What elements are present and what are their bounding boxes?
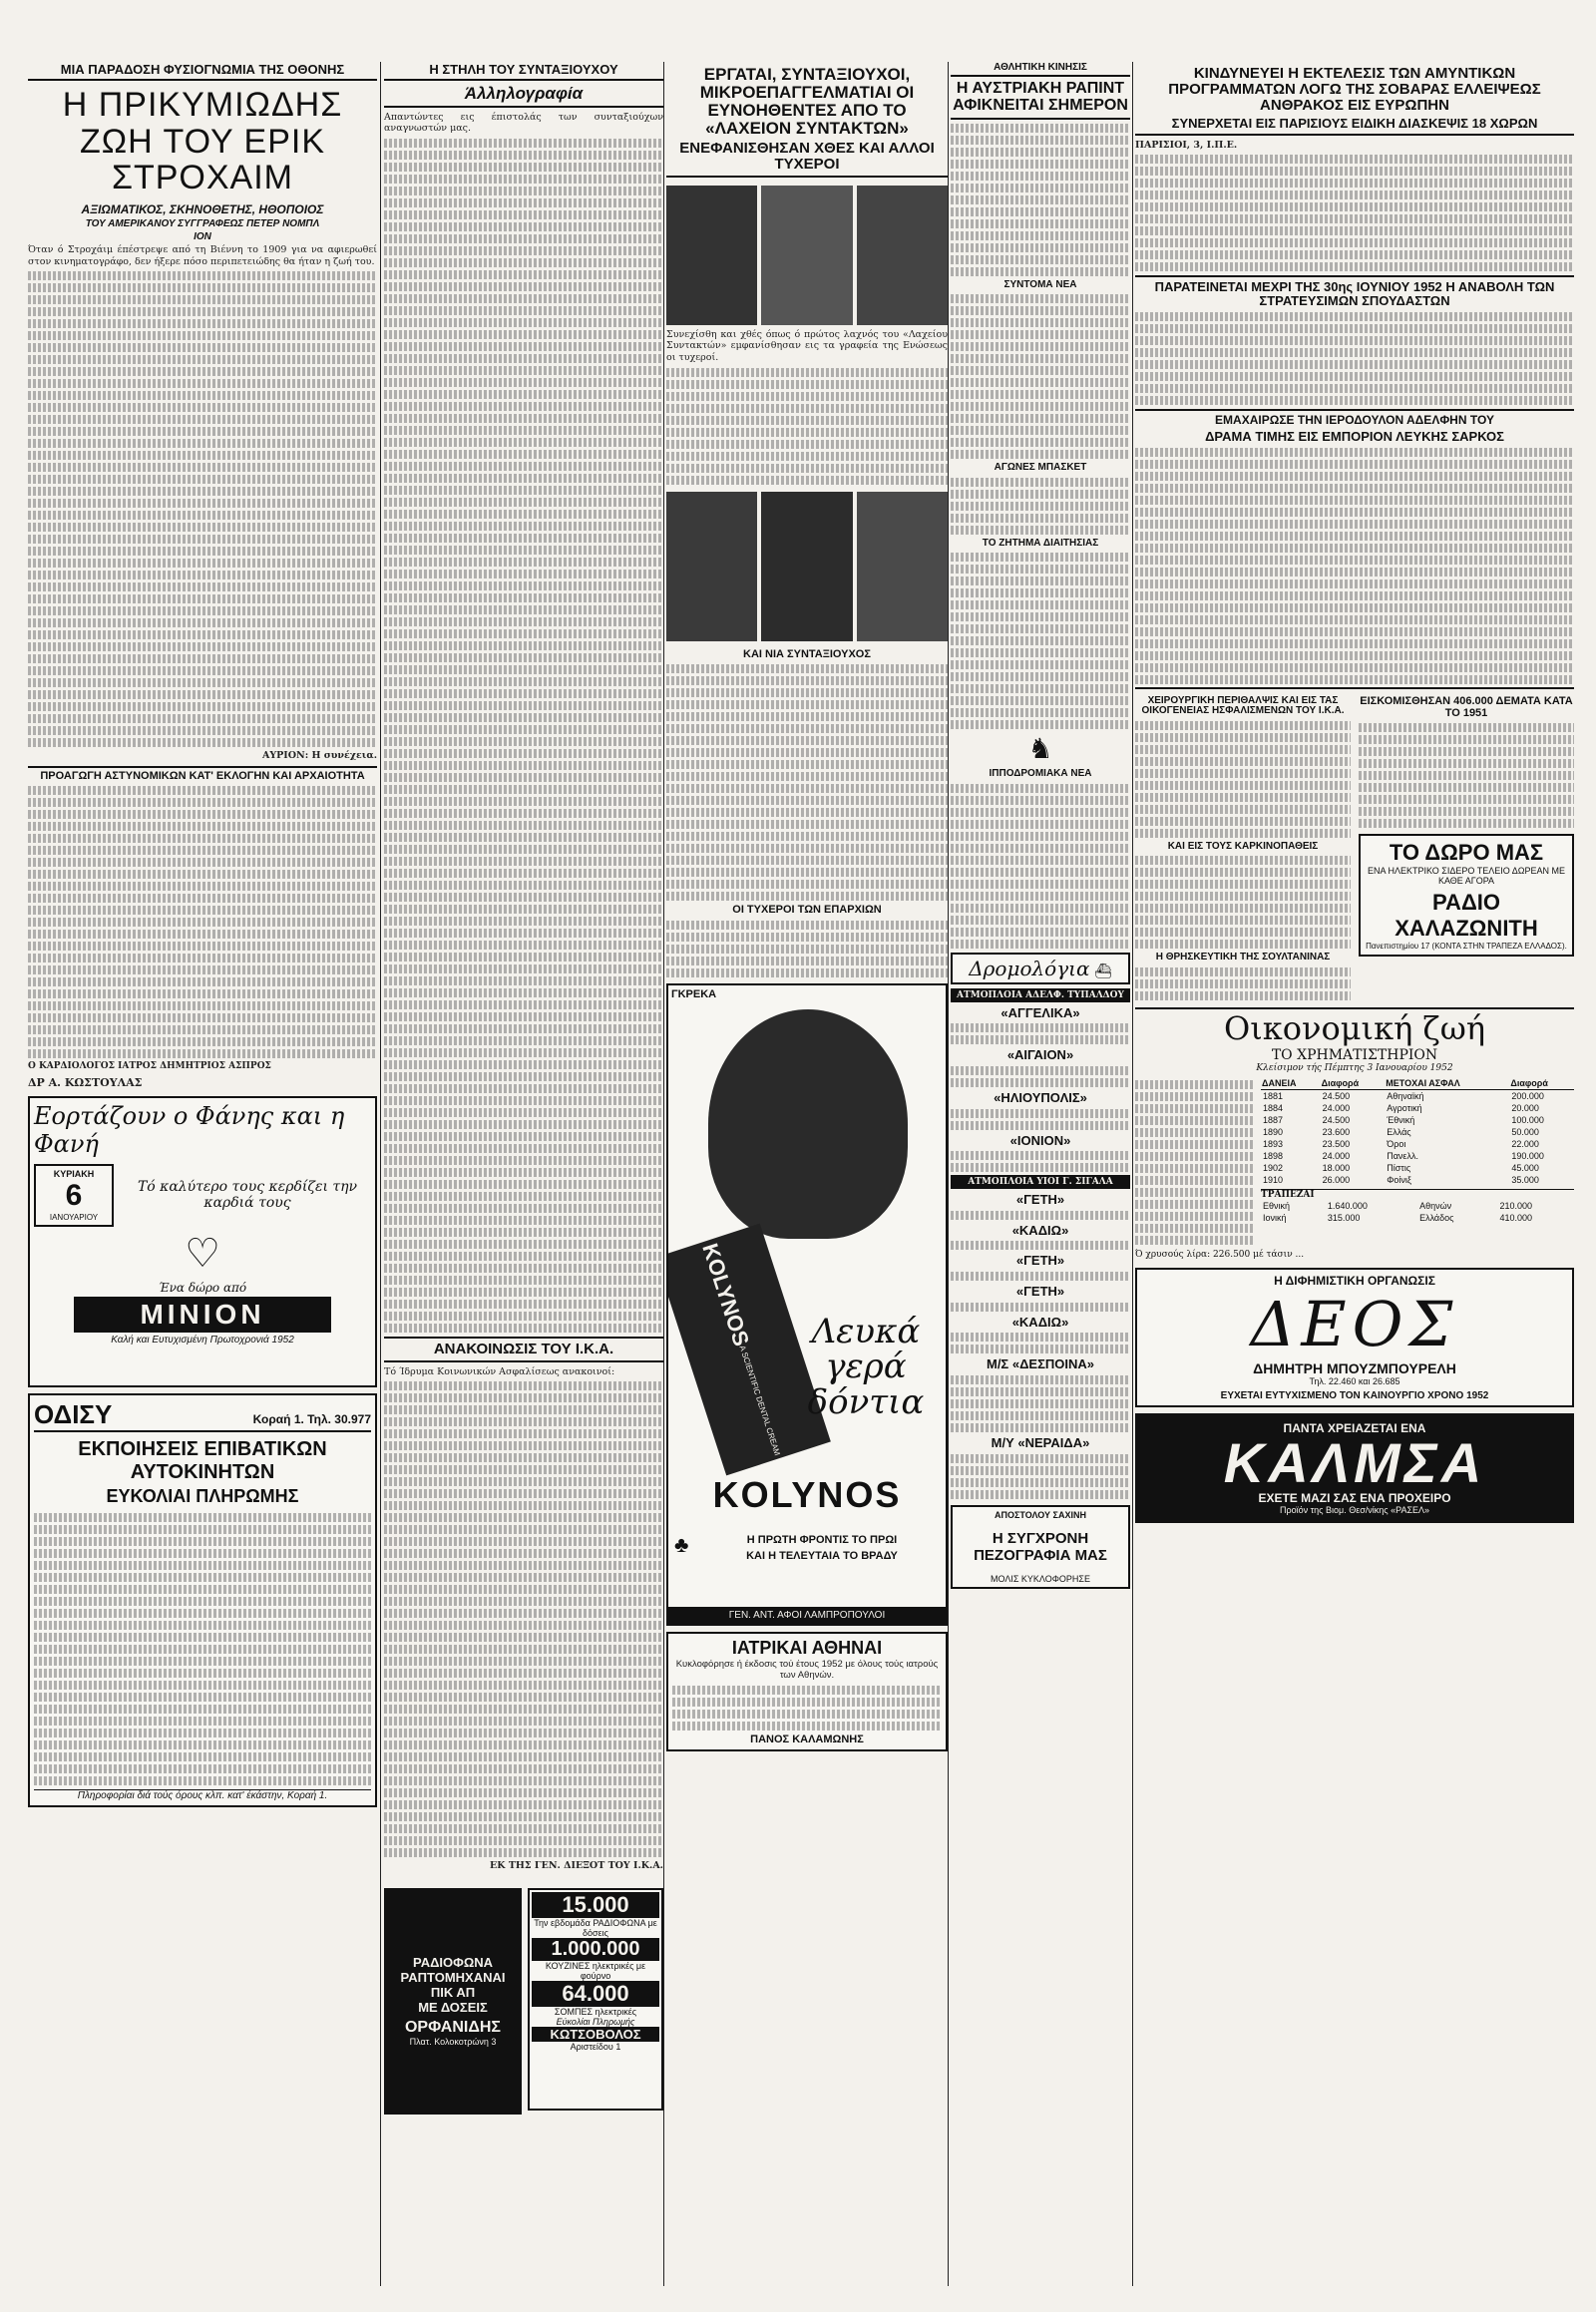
kolynos-ad	[666, 983, 948, 1626]
orfanidis-l2: ΡΑΠΤΟΜΗΧΑΝΑΙ	[400, 1970, 506, 1986]
winner-photo	[857, 186, 948, 325]
cancer-headline: ΚΑΙ ΕΙΣ ΤΟΥΣ ΚΑΡΚΙΝΟΠΑΘΕΙΣ	[1167, 840, 1319, 852]
table-cell: Ελλάς	[1387, 1126, 1411, 1137]
iatrikai-text: Κυκλοφόρησε ή έκδοσις τού έτους 1952 με όλους τούς ιατρούς των Αθηνών.	[675, 1658, 939, 1682]
schedules-title: Δρομολόγια	[969, 956, 1090, 980]
referee-head: ΤΟ ΖΗΤΗΜΑ ΔΙΑΙΤΗΣΙΑΣ	[982, 537, 1099, 549]
minion-gift: Ένα δώρο από	[158, 1280, 247, 1295]
lottery-article: Συνεχίσθη και χθές όπως ό πρώτος λαχνός του «Λαχείου Συντακτών» εμφανίσθησαν εις τα γραφεία της Ενώσεως οι τυχεροί.	[666, 328, 948, 364]
deos-wish: ΕΥΧΕΤΑΙ ΕΥΤΥΧΙΣΜΕΝΟ ΤΟΝ ΚΑΙΝΟΥΡΓΙΟ ΧΡΟΝΟ 1952	[1220, 1389, 1489, 1401]
minion-brand: ΜΙΝΙΟΝ	[74, 1297, 331, 1333]
orfanidis-l4: ΜΕ ΔΟΣΕΙΣ	[418, 2000, 488, 2016]
table-cell: 24.000	[1322, 1150, 1351, 1161]
minion-gift-line: Τό καλύτερο τους κερδίζει την καρδιά τους	[137, 1179, 358, 1212]
kotsovolos-t4: Εύκολίαι Πληρωμής	[556, 2016, 635, 2027]
kotsovolos-t3: ΣΟΜΠΕΣ ηλεκτρικές	[554, 2006, 637, 2017]
stroheim-article: Όταν ό Στροχάιμ έπέστρεψε από τη Βιέννη το 1909 για να αφιερωθεί στον κινηματογράφο, δεν ήξερε πόσο περιπετειώδης θα ήταν η ζωή του.	[28, 244, 377, 267]
orfanidis-brand: ΟΡΦΑΝΙΔΗΣ	[404, 2019, 502, 2037]
correspondence-headline: Άλληλογραφία	[384, 85, 663, 108]
table-cell: Πίστις	[1387, 1162, 1411, 1173]
table-cell: 22.000	[1511, 1138, 1539, 1149]
kolynos-tag: ΓΚΡΕΚΑ	[671, 987, 717, 1000]
deos-top: Η ΔΙΦΗΜΙΣΤΙΚΗ ΟΡΓΑΝΩΣΙΣ	[1274, 1273, 1435, 1288]
table-cell: 100.000	[1511, 1114, 1544, 1125]
table-row	[1261, 1150, 1574, 1162]
table-row	[1261, 1114, 1574, 1126]
ship-name: «ΑΓΓΕΛΙΚΑ»	[1000, 1004, 1080, 1020]
ship-icon: ⛴	[1093, 962, 1112, 978]
table-row	[1261, 1162, 1574, 1174]
smiling-boy-image	[708, 1009, 908, 1239]
students-headline: ΠΑΡΑΤΕΙΝΕΤΑΙ ΜΕΧΡΙ ΤΗΣ 30ης ΙΟΥΝΙΟΥ 1952 Η ΑΝΑΒΟΛΗ ΤΩΝ ΣΤΡΑΤΕΥΣΙΜΩΝ ΣΠΟΥΔΑΣΤΩΝ	[1135, 275, 1574, 307]
correspondence-text-block	[384, 139, 663, 1333]
table-cell: 210.000	[1499, 1200, 1533, 1211]
kotsovolos-brand: ΚΩΤΣΟΒΟΛΟΣ	[532, 2027, 659, 2042]
doro-title: ΤΟ ΔΩΡΟ ΜΑΣ	[1389, 840, 1544, 866]
column-3	[666, 62, 948, 1757]
coal-subhead: ΣΥΝΕΡΧΕΤΑΙ ΕΙΣ ΠΑΡΙΣΙΟΥΣ ΕΙΔΙΚΗ ΔΙΑΣΚΕΨΙΣ 18 ΧΩΡΩΝ	[1135, 117, 1574, 136]
kolynos-brand: KOLYNOS	[712, 1473, 902, 1515]
orfanidis-l1: ΡΑΔΙΟΦΩΝΑ	[412, 1955, 494, 1971]
doro-address: Πανεπιστημίου 17 (ΚΟΝΤΑ ΣΤΗΝ ΤΡΑΠΕΖΑ ΕΛΛΑΔΟΣ).	[1366, 942, 1567, 952]
ship-name: «ΙΟΝΙΟΝ»	[1009, 1132, 1071, 1148]
banks-label: ΤΡΑΠΕΖΑΙ	[1261, 1189, 1574, 1200]
column-4	[951, 62, 1130, 1595]
table-cell: 315.000	[1327, 1212, 1361, 1223]
drama-subhead: ΔΡΑΜΑ ΤΙΜΗΣ ΕΙΣ ΕΜΠΟΡΙΟΝ ΛΕΥΚΗΣ ΣΑΡΚΟΣ	[1205, 429, 1504, 445]
parcels-headline: ΕΙΣΚΟΜΙΣΘΗΣΑΝ 406.000 ΔΕΜΑΤΑ ΚΑΤΑ ΤΟ 1951	[1360, 694, 1573, 719]
table-cell: 190.000	[1511, 1150, 1544, 1161]
kotsovolos-t1: Την εβδομάδα ΡΑΔΙΟΦΩΝΑ με δόσεις	[534, 1917, 657, 1938]
provinces-text-block	[666, 921, 948, 977]
winner-photo	[761, 186, 852, 325]
table-cell: 1884	[1263, 1102, 1284, 1113]
kalmsa-top: ΠΑΝΤΑ ΧΡΕΙΑΖΕΤΑΙ ΕΝΑ	[1283, 1420, 1426, 1435]
economic-section	[1135, 1007, 1574, 1260]
table-header: Διαφορά	[1321, 1077, 1386, 1090]
kotsovolos-t2: ΚΟΥΖΙΝΕΣ ηλεκτρικές με φούρνο	[545, 1960, 646, 1981]
kolynos-slogan: Λευκά γερά δόντια	[807, 1311, 925, 1423]
winner-photo	[666, 492, 757, 641]
deos-ad	[1135, 1268, 1574, 1407]
table-row	[1261, 1200, 1574, 1212]
table-cell: Φοίνιξ	[1387, 1174, 1411, 1185]
kolynos-footer: ΓΕΝ. ΑΝΤ. ΑΦΟΙ ΛΑΜΠΡΟΠΟΥΛΟΙ	[668, 1607, 946, 1624]
stroheim-byline: ΤΟΥ ΑΜΕΡΙΚΑΝΟΥ ΣΥΓΓΡΑΦΕΩΣ ΠΕΤΕΡ ΝΟΜΠΛ	[85, 218, 320, 230]
short-news-head: ΣΥΝΤΟΜΑ ΝΕΑ	[1003, 278, 1077, 290]
schedules-banner	[951, 953, 1130, 984]
table-cell: 35.000	[1511, 1174, 1539, 1185]
calendar-month: ΙΑΝΟΥΑΡΙΟΥ	[49, 1212, 99, 1222]
pezografia-title: Η ΣΥΓΧΡΟΝΗ ΠΕΖΟΓΡΑΦΙΑ ΜΑΣ	[974, 1529, 1107, 1564]
odisy-address: Κοραή 1. Τηλ. 30.977	[252, 1411, 371, 1426]
deos-tel: Τηλ. 22.460 και 26.685	[1309, 1375, 1400, 1386]
table-cell: 1910	[1263, 1174, 1284, 1185]
table-row	[1261, 1089, 1574, 1102]
deos-name: ΔΗΜΗΤΡΗ ΜΠΟΥΖΜΠΟΥΡΕΛΗ	[1253, 1359, 1456, 1376]
orfanidis-l3: ΠΙΚ ΑΠ	[430, 1985, 476, 2001]
kalmsa-bottom: ΕΧΕΤΕ ΜΑΖΙ ΣΑΣ ΕΝΑ ΠΡΟΧΕΙΡΟ	[1258, 1490, 1451, 1505]
ika-footer: ΕΚ ΤΗΣ ΓΕΝ. ΔΙΕΞΟΤ ΤΟΥ Ι.Κ.Α.	[490, 1860, 663, 1872]
table-cell: 24.500	[1322, 1090, 1351, 1101]
gold-pound-note: Ό χρυσούς λίρα: 226.500 μέ τάσιν ...	[1135, 1249, 1305, 1260]
police-text-block	[28, 786, 377, 1058]
stock-table	[1261, 1077, 1574, 1186]
banks-table	[1261, 1200, 1574, 1224]
kotsovolos-ad	[528, 1888, 663, 2111]
stroheim-subtitle: ΑΞΙΩΜΑΤΙΚΟΣ, ΣΚΗΝΟΘΕΤΗΣ, ΗΘΟΠΟΙΟΣ	[81, 202, 324, 217]
iatrikai-title: ΙΑΤΡΙΚΑΙ ΑΘΗΝΑΙ	[731, 1637, 883, 1658]
iatrikai-name: ΠΑΝΟΣ ΚΑΛΑΜΩΝΗΣ	[750, 1733, 864, 1745]
drama-text-block	[1135, 448, 1574, 684]
table-cell: 1.640.000	[1327, 1200, 1368, 1211]
table-cell: Ιονική	[1263, 1212, 1287, 1223]
doro-ad	[1359, 834, 1574, 957]
typaldos-line: ΑΤΜΟΠΛΟΙΑ ΑΔΕΛΦ. ΤΥΠΑΛΔΟΥ	[951, 988, 1130, 1002]
ship-name: «ΚΑΔΙΩ»	[1011, 1222, 1069, 1238]
table-cell: 200.000	[1511, 1090, 1544, 1101]
odisy-listing	[34, 1513, 371, 1785]
winners-text-block	[666, 664, 948, 901]
table-cell: 1881	[1263, 1090, 1284, 1101]
basket-text	[951, 478, 1130, 535]
doro-brand1: ΡΑΔΙΟ	[1432, 890, 1500, 916]
pezografia-author: ΑΠΟΣΤΟΛΟΥ ΣΑΧΙΝΗ	[995, 1509, 1086, 1520]
rapid-text-block	[951, 124, 1130, 276]
winner-photo	[666, 186, 757, 325]
table-cell: Εθνική	[1263, 1200, 1291, 1211]
surgery-headline: ΧΕΙΡΟΥΡΓΙΚΗ ΠΕΡΙΘΑΛΨΙΣ ΚΑΙ ΕΙΣ ΤΑΣ ΟΙΚΟΓΕΝΕΙΑΣ ΗΣΦΑΛΙΣΜΕΝΩΝ ΤΟΥ Ι.Κ.Α.	[1141, 694, 1345, 717]
hippodrome-head: ΙΠΠΟΔΡΟΜΙΑΚΑ ΝΕΑ	[989, 768, 1092, 780]
table-row	[1261, 1126, 1574, 1138]
table-cell: 50.000	[1511, 1126, 1539, 1137]
minion-ad	[28, 1096, 377, 1387]
provinces-head: ΟΙ ΤΥΧΕΡΟΙ ΤΩΝ ΕΠΑΡΧΙΩΝ	[732, 904, 882, 917]
odisy-footer: Πληροφορίαι διά τούς όρους κλπ. κατ' έκάστην, Κοραή 1.	[34, 1789, 371, 1801]
sultanina-headline: Η ΘΡΗΣΚΕΥΤΙΚΗ ΤΗΣ ΣΟΥΛΤΑΝΙΝΑΣ	[1155, 952, 1331, 963]
table-cell: 24.000	[1322, 1102, 1351, 1113]
column-2	[384, 62, 663, 2120]
kolynos-line2: ΚΑΙ Η ΤΕΛΕΥΤΑΙΑ ΤΟ ΒΡΑΔΥ	[746, 1549, 898, 1562]
rooster-icon: ♣	[674, 1531, 689, 1557]
ship-name: «ΑΙΓΑΙΟΝ»	[1006, 1047, 1074, 1063]
table-header: ΔΑΝΕΙΑ	[1261, 1077, 1321, 1090]
table-cell: Πανελλ.	[1387, 1150, 1418, 1161]
police-headline: ΠΡΟΑΓΩΓΗ ΑΣΤΥΝΟΜΙΚΩΝ ΚΑΤ' ΕΚΛΟΓΗΝ ΚΑΙ ΑΡΧΑΙΟΤΗΤΑ	[28, 766, 377, 783]
stroheim-kicker: ΜΙΑ ΠΑΡΑΔΟΣΗ ΦΥΣΙΟΓΝΩΜΙΑ ΤΗΣ ΟΘΟΝΗΣ	[28, 62, 377, 81]
ship-name: «ΓΕΤΗ»	[1015, 1253, 1065, 1269]
lottery-text-block	[666, 368, 948, 485]
pezografia-footer: ΜΟΛΙΣ ΚΥΚΛΟΦΟΡΗΣΕ	[991, 1573, 1090, 1584]
kotsovolos-n3: 64.000	[532, 1981, 659, 2007]
deos-brand: ΔΕΟΣ	[1250, 1287, 1459, 1360]
table-cell: 23.500	[1322, 1138, 1351, 1149]
minion-ad-top: Εορτάζουν ο Φάνης και η Φανή	[34, 1101, 345, 1158]
calendar-day: ΚΥΡΙΑΚΗ	[53, 1168, 95, 1179]
kalmsa-ad	[1135, 1413, 1574, 1523]
doctor-notice: ΔΡ Α. ΚΩΣΤΟΥΛΑΣ	[28, 1076, 143, 1090]
odisy-name: ΟΔΙΣΥ	[34, 1398, 113, 1429]
table-cell: Έθνική	[1387, 1114, 1415, 1125]
table-row	[1261, 1212, 1574, 1224]
economic-title: Οικονομική ζωή	[1223, 1008, 1486, 1047]
column-rule	[663, 62, 664, 2286]
table-cell: 23.600	[1322, 1126, 1351, 1137]
table-cell: 26.000	[1322, 1174, 1351, 1185]
short-news-text	[951, 294, 1130, 459]
referee-text	[951, 553, 1130, 729]
table-cell: 18.000	[1322, 1162, 1351, 1173]
kolynos-line1: Η ΠΡΩΤΗ ΦΡΟΝΤΙΣ ΤΟ ΠΡΩΙ	[746, 1533, 898, 1546]
table-row	[1261, 1174, 1574, 1186]
lottery-headline: ΕΡΓΑΤΑΙ, ΣΥΝΤΑΞΙΟΥΧΟΙ, ΜΙΚΡΟΕΠΑΓΓΕΛΜΑΤΙΑΙ ΟΙ ΕΥΝΟΗΘΕΝΤΕΣ ΑΠΟ ΤΟ «ΛΑΧΕΙΟΝ ΣΥΝΤΑΚΤΩΝ»	[699, 65, 915, 138]
sigalas-line: ΑΤΜΟΠΛΟΙΑ ΥΙΟΙ Γ. ΣΙΓΑΛΑ	[951, 1175, 1130, 1189]
odisy-subtitle: ΕΥΚΟΛΙΑΙ ΠΛΗΡΩΜΗΣ	[106, 1485, 299, 1506]
odisy-ad	[28, 1393, 377, 1807]
despoina-ship: Μ/Σ «ΔΕΣΠΟΙΝΑ»	[986, 1356, 1095, 1372]
table-cell: 24.500	[1322, 1114, 1351, 1125]
table-header: Διαφορά	[1509, 1077, 1574, 1090]
calendar-date: 6	[65, 1178, 83, 1212]
neraida-ship: Μ/Υ «ΝΕΡΑΙΔΑ»	[991, 1435, 1090, 1450]
sports-kicker: ΑΘΛΗΤΙΚΗ ΚΙΝΗΣΙΣ	[951, 62, 1130, 77]
winner-photo	[857, 492, 948, 641]
kotsovolos-n1: 15.000	[532, 1892, 659, 1918]
article-text-block	[28, 271, 377, 747]
pensioner-winner-head: ΚΑΙ ΝΙΑ ΣΥΝΤΑΞΙΟΥΧΟΣ	[743, 647, 871, 660]
table-header: ΜΕΤΟΧΑΙ ΑΣΦΑΛ	[1385, 1077, 1509, 1090]
drama-headline: ΕΜΑΧΑΙΡΩΣΕ ΤΗΝ ΙΕΡΟΔΟΥΛΟΝ ΑΔΕΛΦΗΝ ΤΟΥ	[1135, 409, 1574, 427]
kotsovolos-n2: 1.000.000	[532, 1938, 659, 1961]
tube-brand: KOLYNOS	[697, 1239, 755, 1349]
orfanidis-ad	[384, 1888, 522, 2115]
table-row	[1261, 1138, 1574, 1150]
column-1	[28, 62, 377, 1813]
ship-name: «ΓΕΤΗ»	[1015, 1192, 1065, 1208]
winner-photo	[761, 492, 852, 641]
column-rule	[1132, 62, 1133, 2286]
basket-head: ΑΓΩΝΕΣ ΜΠΑΣΚΕΤ	[994, 462, 1087, 474]
table-cell: Αγροτική	[1387, 1102, 1422, 1113]
calendar-page	[34, 1164, 114, 1227]
ika-text-block	[384, 1381, 663, 1857]
table-cell: 1893	[1263, 1138, 1284, 1149]
continued-note: ΑΥΡΙΟΝ: Η συνέχεια.	[262, 750, 377, 762]
stock-exchange-title: ΤΟ ΧΡΗΜΑΤΙΣΤΗΡΙΟΝ	[1271, 1046, 1438, 1063]
table-cell: Αθηνών	[1419, 1200, 1452, 1211]
doro-brand2: ΧΑΛΑΖΩΝΙΤΗ	[1395, 916, 1538, 942]
table-cell: 1890	[1263, 1126, 1284, 1137]
pensioner-column-kicker: Η ΣΤΗΛΗ ΤΟΥ ΣΥΝΤΑΞΙΟΥΧΟΥ	[384, 62, 663, 81]
ship-name: «ΗΛΙΟΥΠΟΛΙΣ»	[994, 1089, 1087, 1105]
stroheim-headline: Η ΠΡΙΚΥΜΙΩΔΗΣ ΖΩΗ ΤΟΥ ΕΡΙΚ ΣΤΡΟΧΑΙΜ	[62, 86, 343, 197]
economic-text	[1135, 1077, 1255, 1248]
hippodrome-text	[951, 784, 1130, 949]
table-cell: 1887	[1263, 1114, 1284, 1125]
pezografia-ad	[951, 1505, 1130, 1589]
kotsovolos-address: Αριστείδου 1	[570, 2041, 621, 2052]
kalmsa-foot: Προϊόν της Βιομ. Θεσ/νίκης «ΡΑΣΕΛ»	[1279, 1504, 1430, 1515]
table-cell: Ελλάδος	[1419, 1212, 1454, 1223]
table-cell: 1898	[1263, 1150, 1284, 1161]
correspondence-intro: Απαντώντες εις έπιστολάς των συνταξιούχων αναγνωστών μας.	[384, 111, 663, 135]
table-cell: 20.000	[1511, 1102, 1539, 1113]
ship-name: «ΓΕΤΗ»	[1015, 1284, 1065, 1300]
minion-footer: Καλή και Ευτυχισμένη Πρωτοχρονιά 1952	[111, 1334, 294, 1346]
tube-tagline: A SCIENTIFIC DENTAL CREAM	[737, 1344, 782, 1456]
orfanidis-address: Πλατ. Κολοκοτρώνη 3	[409, 2037, 497, 2048]
horse-race-icon: ♞	[1027, 732, 1053, 766]
doro-text: ΕΝΑ ΗΛΕΚΤΡΙΚΟ ΣΙΔΕΡΟ ΤΕΛΕΙΟ ΔΩΡΕΑΝ ΜΕ ΚΑΘΕ ΑΓΟΡΑ	[1368, 866, 1565, 887]
table-cell: Όροι	[1387, 1138, 1406, 1149]
column-rule	[948, 62, 949, 2286]
table-row	[1261, 1102, 1574, 1114]
table-cell: Αθηναϊκή	[1387, 1090, 1424, 1101]
kalmsa-brand: ΚΑΛΜΣΑ	[1223, 1430, 1486, 1494]
ika-headline: ΑΝΑΚΟΙΝΩΣΙΣ ΤΟΥ Ι.Κ.Α.	[384, 1337, 663, 1362]
cardiologist-notice: Ο ΚΑΡΔΙΟΛΟΓΟΣ ΙΑΤΡΟΣ ΔΗΜΗΤΡΙΟΣ ΑΣΠΡΟΣ	[28, 1061, 271, 1072]
iatrikai-ad	[666, 1632, 948, 1751]
table-cell: 410.000	[1499, 1212, 1533, 1223]
students-text-block	[1135, 312, 1574, 405]
section-tag: ΙΟΝ	[194, 231, 211, 243]
coal-headline: ΚΙΝΔΥΝΕΥΕΙ Η ΕΚΤΕΛΕΣΙΣ ΤΩΝ ΑΜΥΝΤΙΚΩΝ ΠΡΟΓΡΑΜΜΑΤΩΝ ΛΟΓΩ ΤΗΣ ΣΟΒΑΡΑΣ ΕΛΛΕΙΨΕΩΣ ΑΝΘΡΑΚΟΣ ΕΙΣ ΕΥΡΩΠΗΝ	[1168, 65, 1541, 114]
coal-dateline: ΠΑΡΙΣΙΟΙ, 3, Ι.Π.Ε.	[1135, 139, 1238, 151]
table-cell: 1902	[1263, 1162, 1284, 1173]
odisy-title: ΕΚΠΟΙΗΣΕΙΣ ΕΠΙΒΑΤΙΚΩΝ ΑΥΤΟΚΙΝΗΤΩΝ	[78, 1437, 327, 1483]
table-cell: 45.000	[1511, 1162, 1539, 1173]
coal-text-block	[1135, 155, 1574, 271]
stock-exchange-date: Κλείσιμον τής Πέμπτης 3 Ιανουαρίου 1952	[1256, 1062, 1453, 1073]
lottery-subhead: ΕΝΕΦΑΝΙΣΘΗΣΑΝ ΧΘΕΣ ΚΑΙ ΑΛΛΟΙ ΤΥΧΕΡΟΙ	[666, 141, 948, 178]
column-5	[1135, 62, 1574, 1529]
rapid-headline: Η ΑΥΣΤΡΙΑΚΗ ΡΑΠΙΝΤ ΑΦΙΚΝΕΙΤΑΙ ΣΗΜΕΡΟΝ	[951, 81, 1130, 120]
heart-icon: ♡	[185, 1231, 220, 1276]
column-rule	[380, 62, 381, 2286]
ika-intro: Τό Ίδρυμα Κοινωνικών Ασφαλίσεως ανακοινοί:	[384, 1365, 615, 1377]
ship-name: «ΚΑΔΙΩ»	[1011, 1314, 1069, 1330]
